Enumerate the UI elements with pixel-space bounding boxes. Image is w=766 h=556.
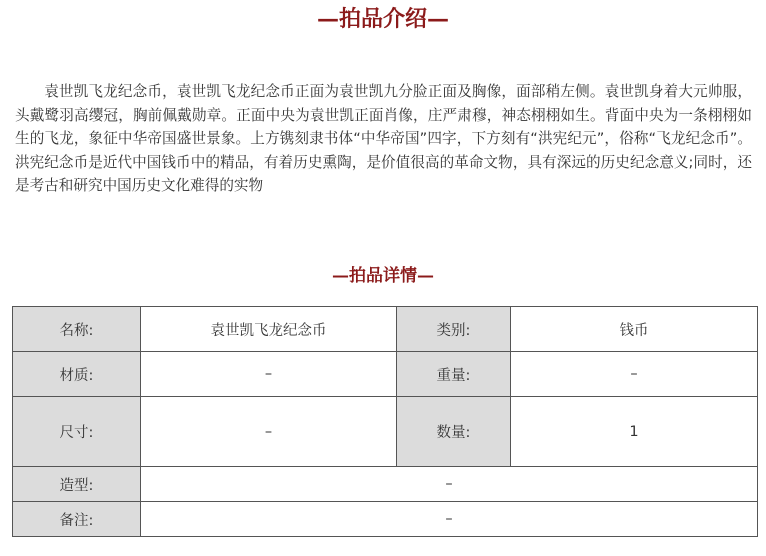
- intro-section-title: —拍品介绍—: [316, 6, 449, 32]
- weight-value: –: [511, 352, 758, 397]
- material-label: 材质:: [13, 352, 141, 397]
- name-value: 袁世凯飞龙纪念币: [141, 307, 397, 352]
- table-row: [13, 502, 758, 537]
- category-value: 钱币: [511, 307, 758, 352]
- shape-value: –: [141, 467, 758, 502]
- details-table: [12, 306, 758, 537]
- intro-description: 袁世凯飞龙纪念币，袁世凯飞龙纪念币正面为袁世凯九分脸正面及胸像，面部稍左侧。袁世凯身着大元帅服，头戴鹭羽高缨冠，胸前佩戴勋章。正面中央为袁世凯正面肖像，庄严肃穆，神态栩栩如生。背面中央为一条栩栩如生的飞龙，象征中华帝国盛世景象。上方镌刻隶书体“中华帝国”四字，下方刻有“洪宪纪元”，俗称“飞龙纪念币”。洪宪纪念币是近代中国钱币中的精品，有着历史熏陶，是价值很高的革命文物，具有深远的历史纪念意义;同时，还是考古和研究中国历史文化难得的实物: [15, 83, 752, 194]
- remarks-label: 备注:: [13, 502, 141, 537]
- size-label: 尺寸:: [13, 397, 141, 467]
- quantity-value: 1: [511, 397, 758, 467]
- weight-label: 重量:: [397, 352, 511, 397]
- details-section-title: —拍品详情—: [332, 266, 434, 286]
- table-row: [13, 352, 758, 397]
- size-value: –: [141, 397, 397, 467]
- quantity-label: 数量:: [397, 397, 511, 467]
- table-row: [13, 397, 758, 467]
- remarks-value: –: [141, 502, 758, 537]
- table-row: [13, 467, 758, 502]
- table-row: [13, 307, 758, 352]
- category-label: 类别:: [397, 307, 511, 352]
- name-label: 名称:: [13, 307, 141, 352]
- shape-label: 造型:: [13, 467, 141, 502]
- material-value: –: [141, 352, 397, 397]
